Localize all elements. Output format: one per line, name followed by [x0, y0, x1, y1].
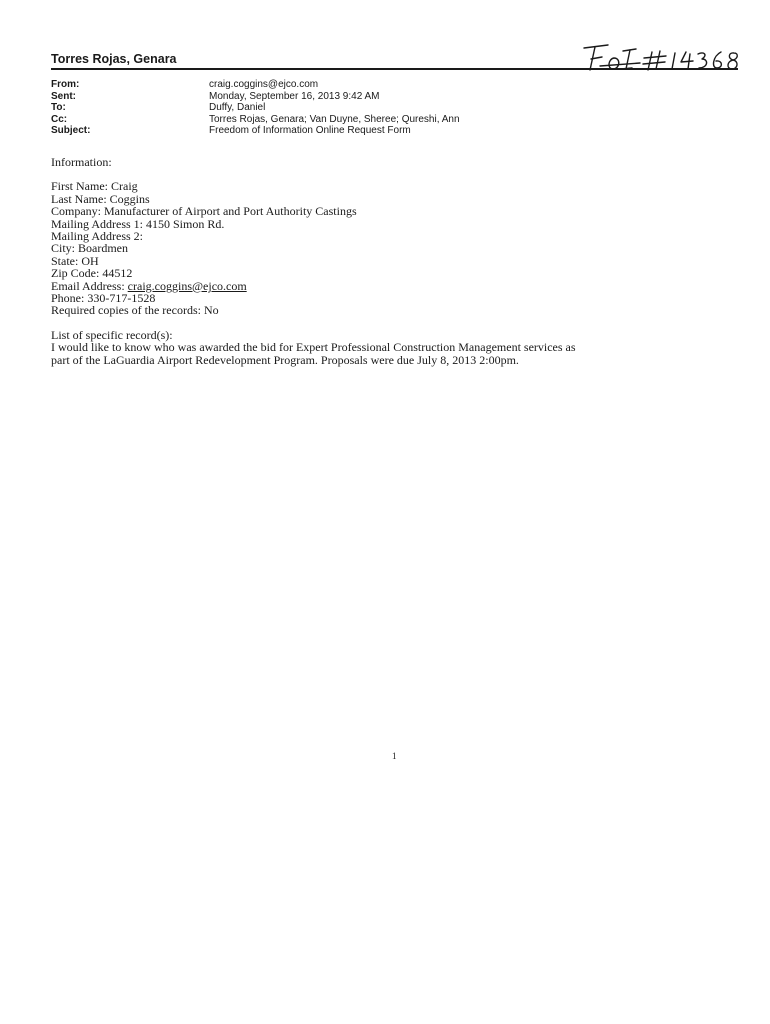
- state-line: State: OH: [51, 253, 99, 268]
- sent-value: Monday, September 16, 2013 9:42 AM: [209, 90, 380, 102]
- mailbox-owner-name: Torres Rojas, Genara: [51, 52, 177, 66]
- email-address-link[interactable]: craig.coggins@ejco.com: [127, 278, 247, 293]
- from-label: From:: [51, 79, 80, 90]
- header-subject-row: [51, 125, 711, 137]
- last-name-line: Last Name: Coggins: [51, 191, 150, 206]
- city-line: City: Boardmen: [51, 241, 128, 256]
- copies-line: Required copies of the records: No: [51, 303, 219, 318]
- page-number: 1: [392, 751, 397, 761]
- spacer: [51, 168, 741, 180]
- sent-label: Sent:: [51, 90, 76, 102]
- cc-label: Cc:: [51, 113, 68, 125]
- records-request-line-1: I would like to know who was awarded the bid for Expert Professional Construction Management services as: [51, 340, 576, 355]
- mailing-address-1-line: Mailing Address 1: 4150 Simon Rd.: [51, 216, 225, 231]
- mailing-address-2-line: Mailing Address 2:: [51, 229, 143, 244]
- cc-value: Torres Rojas, Genara; Van Duyne, Sheree; Qureshi, Ann: [209, 113, 460, 125]
- from-value: craig.coggins@ejco.com: [209, 79, 319, 90]
- header-cc-row: [51, 114, 711, 126]
- handwritten-foi-stamp: [578, 42, 744, 74]
- phone-line: Phone: 330-717-1528: [51, 291, 156, 306]
- company-line: Company: Manufacturer of Airport and Port Authority Castings: [51, 204, 357, 219]
- email-address-label: Email Address:: [51, 278, 128, 293]
- first-name-line: First Name: Craig: [51, 179, 138, 194]
- records-request-line-2: part of the LaGuardia Airport Redevelopment Program. Proposals were due July 8, 2013 2:00pm.: [51, 352, 519, 367]
- records-heading: List of specific record(s):: [51, 327, 173, 342]
- header-to-row: [51, 102, 711, 114]
- header-sent-row: [51, 91, 711, 103]
- email-header-fields: [51, 79, 711, 137]
- email-body: [51, 156, 741, 366]
- to-value: Duffy, Daniel: [209, 102, 266, 114]
- header-from-row: [51, 79, 711, 91]
- information-heading: Information:: [51, 155, 112, 169]
- to-label: To:: [51, 102, 66, 114]
- subject-label: Subject:: [51, 125, 91, 137]
- subject-value: Freedom of Information Online Request Form: [209, 125, 411, 137]
- zip-line: Zip Code: 44512: [51, 266, 133, 281]
